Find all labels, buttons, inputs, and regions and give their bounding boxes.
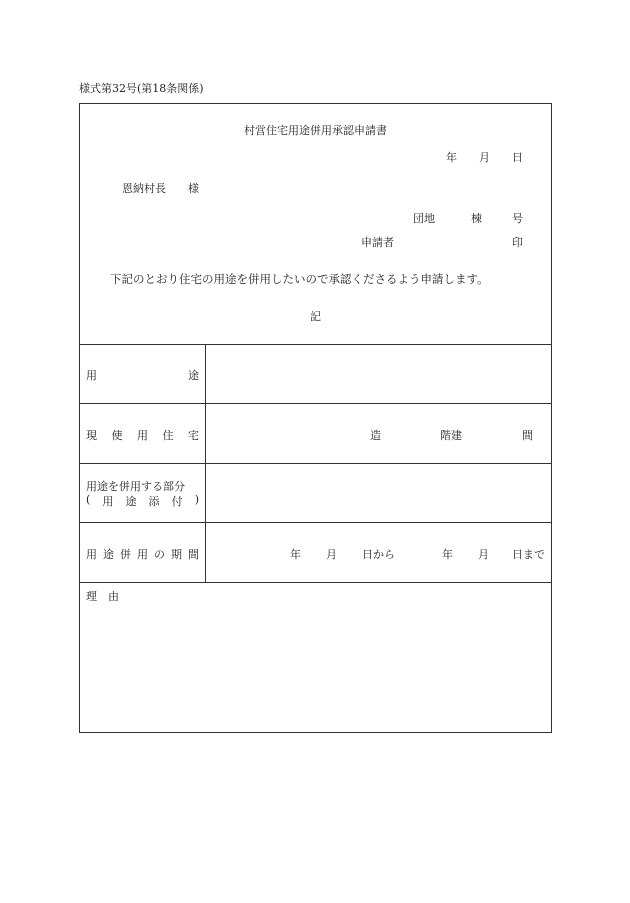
- shared-part-note-char: ): [194, 493, 199, 506]
- ki-heading: 記: [310, 310, 321, 323]
- shared-part-label: 用途を併用する部分: [86, 480, 185, 493]
- current-housing-row: [80, 403, 551, 463]
- date-year-label: 年: [446, 151, 457, 164]
- unit-number-label: 号: [512, 212, 523, 225]
- reason-label: 理 由: [86, 590, 119, 603]
- structure-label: 造: [370, 429, 381, 442]
- current-housing-label-cell: [80, 404, 206, 463]
- usage-label-char: 用: [86, 369, 97, 382]
- building-label: 棟: [471, 212, 482, 225]
- date-month-label: 月: [479, 151, 490, 164]
- current-housing-label-char: 使: [111, 429, 123, 442]
- applicant-label: 申請者: [361, 236, 394, 249]
- period-to-month: 月: [478, 548, 489, 561]
- current-housing-label-char: 用: [137, 429, 148, 442]
- current-housing-label-char: 宅: [188, 429, 199, 442]
- seal-label: 印: [512, 236, 523, 249]
- addressee: [122, 180, 199, 196]
- date-day-label: 日: [512, 151, 523, 164]
- form-number: 様式第32号(第18条関係): [79, 82, 204, 95]
- shared-part-note-char: (: [86, 493, 91, 506]
- shared-part-note-char: 添: [148, 495, 160, 508]
- complex-label: 団地: [413, 212, 435, 225]
- usage-row: [80, 344, 551, 403]
- application-form-frame: [79, 103, 552, 733]
- shared-part-value-field[interactable]: [206, 464, 551, 522]
- period-label-char: 用: [86, 548, 97, 561]
- shared-part-note-char: 付: [171, 495, 183, 508]
- period-label-char: 途: [103, 548, 114, 561]
- period-from-month: 月: [326, 548, 337, 561]
- period-from-year: 年: [290, 548, 301, 561]
- period-label-char: 期: [171, 548, 182, 561]
- shared-part-label-cell: [80, 464, 206, 522]
- current-housing-label-char: 住: [162, 429, 174, 442]
- usage-value-field[interactable]: [206, 345, 551, 403]
- application-date: [424, 149, 523, 165]
- period-from-day: 日から: [362, 548, 395, 561]
- period-label-cell: [80, 523, 206, 582]
- shared-part-note-char: 用: [102, 495, 114, 508]
- usage-label-char: 途: [188, 369, 199, 382]
- shared-part-row: [80, 463, 551, 522]
- period-label-char: 用: [137, 548, 148, 561]
- application-statement: 下記のとおり住宅の用途を併用したいので承認くださるよう申請します。: [110, 272, 489, 286]
- reason-value-field[interactable]: [80, 605, 551, 732]
- current-housing-value-field[interactable]: [206, 404, 551, 463]
- period-label-char: 併: [120, 548, 131, 561]
- period-label-char: の: [154, 548, 165, 561]
- period-to-day: 日まで: [512, 548, 545, 561]
- period-row: [80, 522, 551, 582]
- shared-part-note-char: 途: [125, 495, 137, 508]
- addressee-honorific: 様: [188, 182, 199, 195]
- period-value-field[interactable]: [206, 523, 551, 582]
- period-label-char: 間: [188, 548, 199, 561]
- current-housing-label-char: 現: [86, 429, 97, 442]
- floors-label: 階建: [440, 429, 462, 442]
- addressee-name: 恩納村長: [122, 182, 166, 195]
- reason-row: [80, 582, 551, 732]
- form-title: 村営住宅用途併用承認申請書: [244, 124, 387, 137]
- rooms-label: 間: [522, 429, 533, 442]
- applicant-address: [413, 210, 523, 226]
- usage-label-cell: [80, 345, 206, 403]
- period-to-year: 年: [442, 548, 453, 561]
